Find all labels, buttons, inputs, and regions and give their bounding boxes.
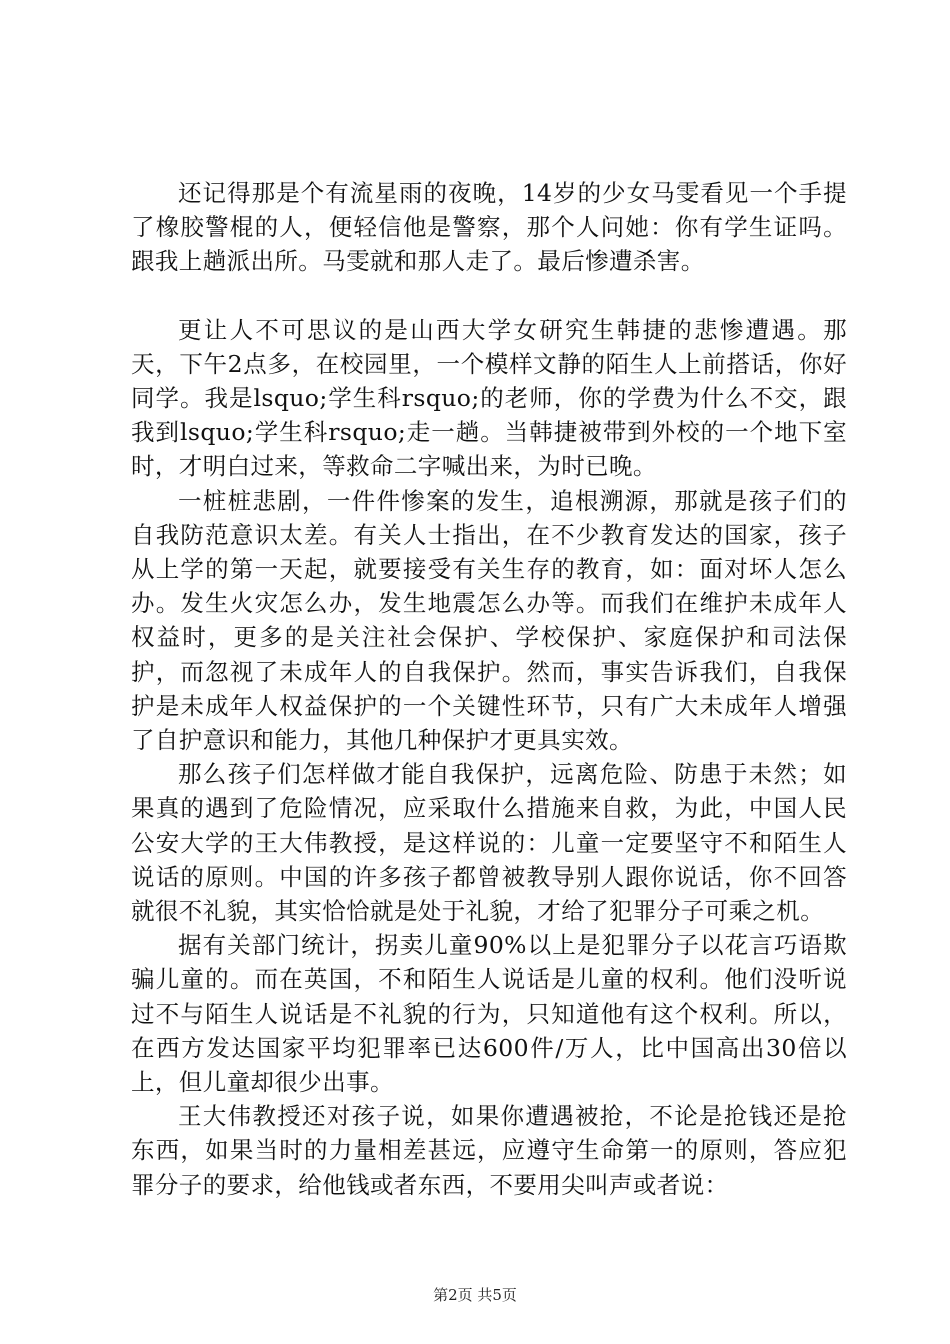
paragraph-1: 还记得那是个有流星雨的夜晚，14岁的少女马雯看见一个手提了橡胶警棍的人，便轻信他是警察，那个人问她：你有学生证吗。跟我上趟派出所。马雯就和那人走了。最后惨遭杀害。 bbox=[131, 179, 847, 276]
paragraph-5: 据有关部门统计，拐卖儿童90%以上是犯罪分子以花言巧语欺骗儿童的。而在英国，不和陌生人说话是儿童的权利。他们没听说过不与陌生人说话是不礼貌的行为，只知道他有这个权利。所以，在西方发达国家平均犯罪率已达600件/万人，比中国高出30倍以上，但儿童却很少出事。 bbox=[131, 931, 847, 1097]
paragraph-3: 一桩桩悲剧，一件件惨案的发生，追根溯源，那就是孩子们的自我防范意识太差。有关人士指出，在不少教育发达的国家，孩子从上学的第一天起，就要接受有关生存的教育，如：面对坏人怎么办。发生火灾怎么办，发生地震怎么办等。而我们在维护未成年人权益时，更多的是关注社会保护、学校保护、家庭保护和司法保护，而忽视了未成年人的自我保护。然而，事实告诉我们，自我保护是未成年人权益保护的一个关键性环节，只有广大未成年人增强了自护意识和能力，其他几种保护才更具实效。 bbox=[131, 486, 847, 755]
paragraph-4: 那么孩子们怎样做才能自我保护，远离危险、防患于未然；如果真的遇到了危险情况，应采取什么措施来自救，为此，中国人民公安大学的王大伟教授，是这样说的：儿童一定要坚守不和陌生人说话的原则。中国的许多孩子都曾被教导别人跟你说话，你不回答就很不礼貌，其实恰恰就是处于礼貌，才给了犯罪分子可乘之机。 bbox=[131, 760, 847, 926]
document-body bbox=[131, 176, 847, 1202]
paragraph-6: 王大伟教授还对孩子说，如果你遭遇被抢，不论是抢钱还是抢东西，如果当时的力量相差甚远，应遵守生命第一的原则，答应犯罪分子的要求，给他钱或者东西，不要用尖叫声或者说： bbox=[131, 1102, 847, 1199]
page-footer: 第2页 共5页 bbox=[433, 1286, 517, 1304]
paragraph-2: 更让人不可思议的是山西大学女研究生韩捷的悲惨遭遇。那天，下午2点多，在校园里，一个模样文静的陌生人上前搭话，你好同学。我是lsquo;学生科rsquo;的老师，你的学费为什么不交，跟我到lsquo;学生科rsquo;走一趟。当韩捷被带到外校的一个地下室时，才明白过来，等救命二字喊出来，为时已晚。 bbox=[131, 315, 847, 481]
